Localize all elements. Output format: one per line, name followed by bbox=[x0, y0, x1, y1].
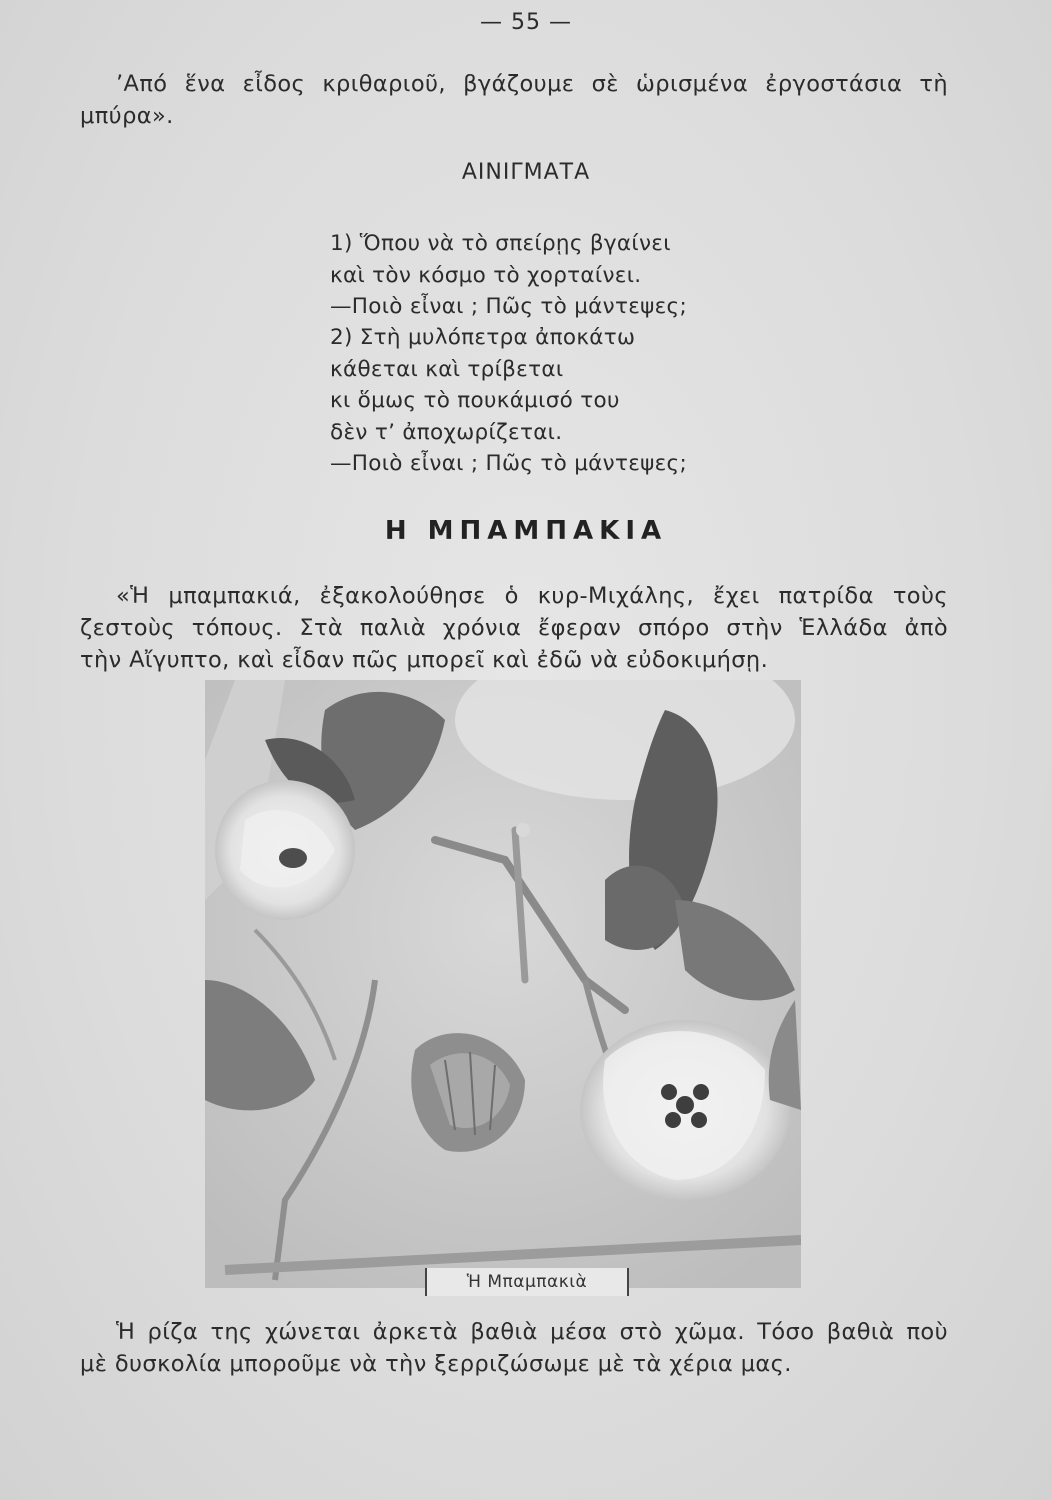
paragraph-line: μὲ δυσκολία μποροῦμε νὰ τὴν ξερριζώσωμε μὲ τὰ χέρια μας. bbox=[80, 1351, 792, 1377]
riddle-line: κάθεται καὶ τρίβεται bbox=[330, 356, 564, 382]
section-title: Η ΜΠΑΜΠΑΚΙΑ bbox=[384, 516, 668, 546]
paragraph-line: «Ἡ μπαμπακιά, ἐξακολούθησε ὁ κυρ-Μιχάλης, ἔχει πατρίδα τοὺς bbox=[116, 583, 948, 609]
intro-text-end bbox=[80, 100, 174, 132]
intro-text bbox=[116, 68, 948, 100]
riddle-2 bbox=[330, 322, 687, 480]
paragraph-1-end bbox=[80, 644, 768, 676]
riddle-line: —Ποιὸ εἶναι ; Πῶς τὸ μάντεψες; bbox=[330, 294, 687, 319]
riddle-line: καὶ τὸν κόσμο τὸ χορταίνει. bbox=[330, 262, 642, 288]
paragraph-2-end bbox=[80, 1348, 792, 1380]
riddle-line: κι ὅμως τὸ πουκάμισό του bbox=[330, 388, 620, 413]
riddles-heading: ΑΙΝΙΓΜΑΤΑ bbox=[461, 160, 591, 185]
paragraph-2 bbox=[116, 1316, 948, 1348]
paragraph-1-cont bbox=[80, 612, 948, 644]
cotton-plant-photo bbox=[205, 680, 801, 1288]
intro-line: ’Από ἕνα εἶδος κριθαριοῦ, βγάζουμε σὲ ὡρισμένα ἐργοστάσια τὴ bbox=[116, 71, 948, 97]
paragraph-line: τὴν Αἴγυπτο, καὶ εἶδαν πῶς μπορεῖ καὶ ἐδῶ νὰ εὐδοκιμήσῃ. bbox=[80, 647, 769, 673]
riddle-line: 2) Στὴ μυλόπετρα ἀποκάτω bbox=[330, 325, 636, 350]
riddle-line: —Ποιὸ εἶναι ; Πῶς τὸ μάντεψες; bbox=[330, 451, 687, 476]
paragraph-line: ζεστοὺς τόπους. Στὰ παλιὰ χρόνια ἔφεραν σπόρο στὴν Ἑλλάδα ἀπὸ bbox=[80, 615, 948, 641]
riddle-1 bbox=[330, 228, 687, 323]
intro-line: μπύρα». bbox=[80, 103, 174, 129]
page-number: — 55 — bbox=[480, 10, 572, 35]
paragraph-line: Ἡ ρίζα της χώνεται ἀρκετὰ βαθιὰ μέσα στὸ χῶμα. Τόσο βαθιὰ ποὺ bbox=[116, 1319, 948, 1345]
riddle-line: 1) Ὅπου νὰ τὸ σπείρῃς βγαίνει bbox=[330, 231, 671, 256]
figure-caption: Ἡ Μπαμπακιὰ bbox=[425, 1268, 629, 1296]
paragraph-1 bbox=[116, 580, 948, 612]
cotton-plant-illustration bbox=[205, 680, 801, 1288]
riddle-line: δὲν τ’ ἀποχωρίζεται. bbox=[330, 419, 563, 445]
